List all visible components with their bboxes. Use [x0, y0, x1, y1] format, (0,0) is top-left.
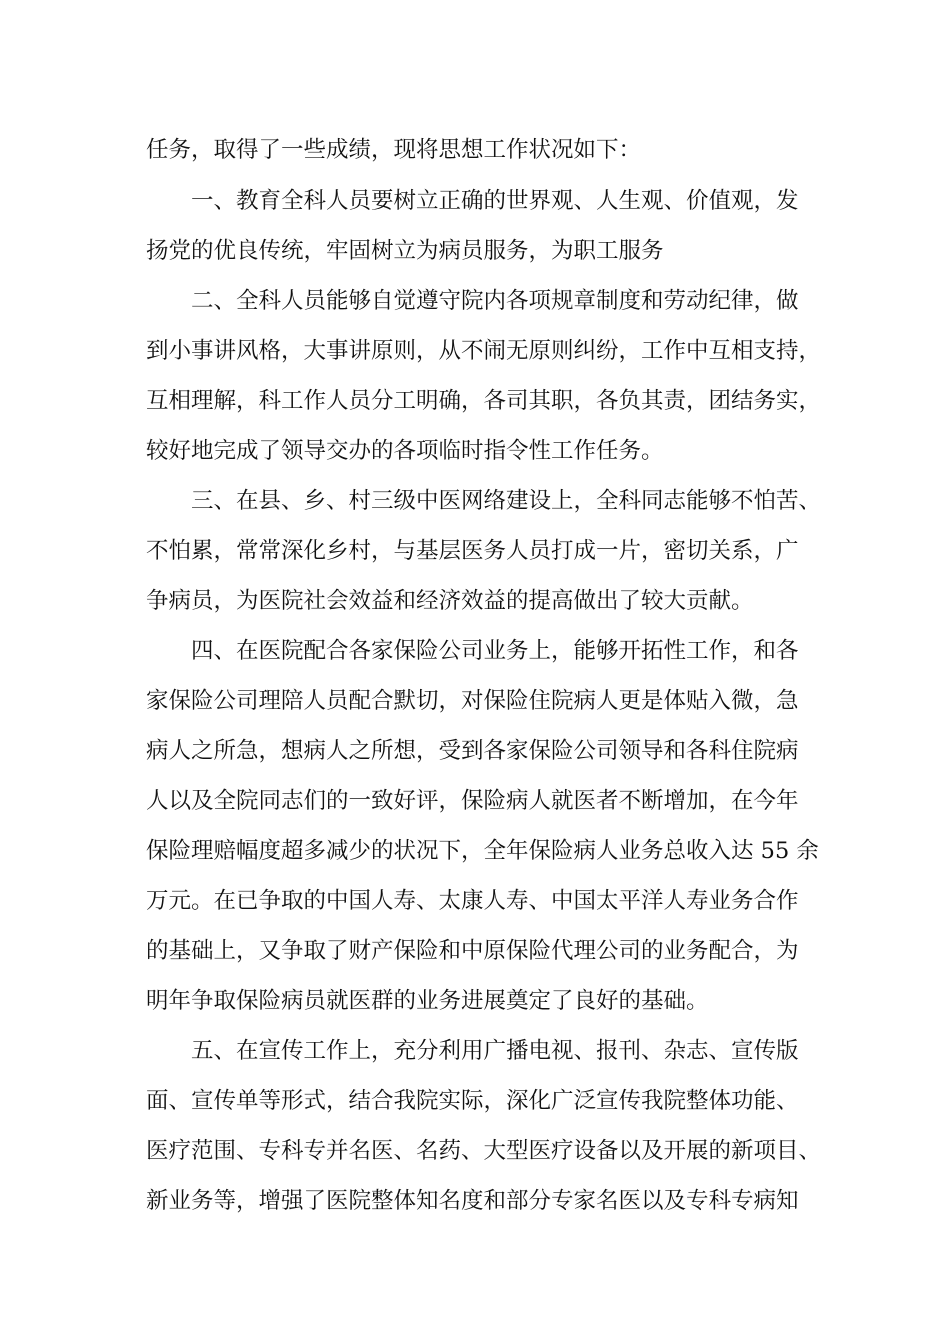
text-line: 明年争取保险病员就医群的业务进展奠定了良好的基础。 [146, 988, 709, 1014]
text-line: 人以及全院同志们的一致好评，保险病人就医者不断增加，在今年 [146, 788, 799, 814]
text-line: 互相理解，科工作人员分工明确，各司其职，各负其责，团结务实， [146, 388, 822, 414]
text-line: 万元。在已争取的中国人寿、太康人寿、中国太平洋人寿业务合作 [146, 888, 799, 914]
text-line: 到小事讲风格，大事讲原则，从不闹无原则纠纷，工作中互相支持， [146, 338, 822, 364]
text-line: 保险理赔幅度超多减少的状况下，全年保险病人业务总收入达 55 余 [146, 838, 819, 864]
text-line: 不怕累，常常深化乡村，与基层医务人员打成一片，密切关系，广 [146, 538, 799, 564]
text-line: 的基础上，又争取了财产保险和中原保险代理公司的业务配合，为 [146, 938, 799, 964]
paragraph-5-line: 五、在宣传工作上，充分利用广播电视、报刊、杂志、宣传版 [191, 1038, 799, 1064]
paragraph-2-line: 二、全科人员能够自觉遵守院内各项规章制度和劳动纪律，做 [191, 288, 799, 314]
text-line: 面、宣传单等形式，结合我院实际，深化广泛宣传我院整体功能、 [146, 1088, 799, 1114]
text-line: 较好地完成了领导交办的各项临时指令性工作任务。 [146, 438, 664, 464]
text-line: 家保险公司理陪人员配合默切，对保险住院病人更是体贴入微，急 [146, 688, 799, 714]
paragraph-3-line: 三、在县、乡、村三级中医网络建设上，全科同志能够不怕苦、 [191, 488, 822, 514]
text-line: 争病员，为医院社会效益和经济效益的提高做出了较大贡献。 [146, 588, 754, 614]
text-line: 医疗范围、专科专并名医、名药、大型医疗设备以及开展的新项目、 [146, 1138, 822, 1164]
text-line: 任务，取得了一些成绩，现将思想工作状况如下： [146, 137, 642, 163]
paragraph-4-line: 四、在医院配合各家保险公司业务上，能够开拓性工作，和各 [191, 638, 799, 664]
paragraph-1-line: 一、教育全科人员要树立正确的世界观、人生观、价值观，发 [191, 188, 799, 214]
text-line: 扬党的优良传统，牢固树立为病员服务，为职工服务 [146, 238, 664, 264]
text-line: 新业务等，增强了医院整体知名度和部分专家名医以及专科专病知 [146, 1188, 799, 1214]
text-line: 病人之所急，想病人之所想，受到各家保险公司领导和各科住院病 [146, 738, 799, 764]
